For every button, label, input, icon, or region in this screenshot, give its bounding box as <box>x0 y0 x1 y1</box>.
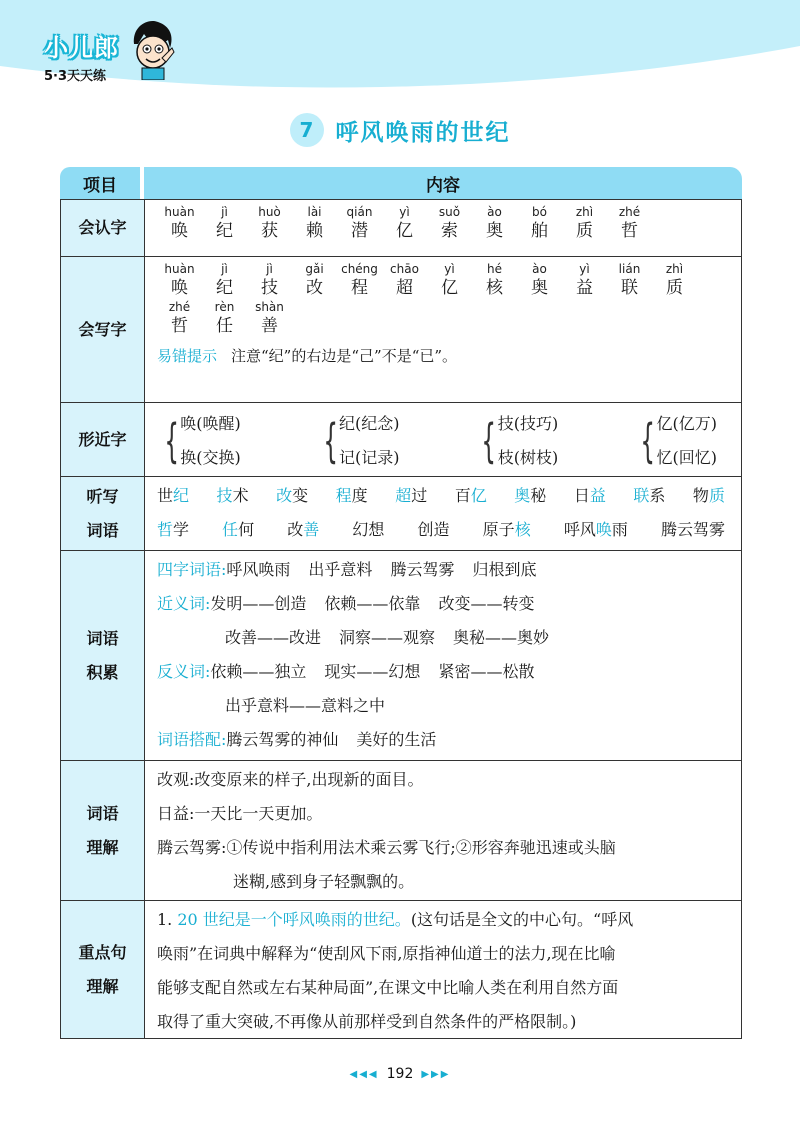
section-key: 四字词语: <box>157 560 227 579</box>
char-cell <box>472 261 517 299</box>
word-part: 学 <box>173 520 190 539</box>
similar-item: 忆(回忆) <box>656 448 717 467</box>
highlight-char: 超 <box>395 486 412 505</box>
row-label: 会认字 <box>61 200 145 256</box>
word-part: 百 <box>454 486 471 505</box>
row-label-line: 词语 <box>86 803 119 823</box>
hanzi: 纪 <box>216 278 233 298</box>
lesson-number-badge: 7 <box>290 113 324 147</box>
row-label: 会写字 <box>61 257 145 402</box>
row-label <box>61 901 145 1038</box>
row-label-line: 积累 <box>86 662 119 682</box>
char-cell <box>607 261 652 299</box>
row-zhongdian <box>60 901 742 1039</box>
header-content: 内容 <box>144 167 742 199</box>
char-cell <box>247 204 292 242</box>
page-number: 192 <box>386 1066 414 1082</box>
word-part: 世 <box>157 486 174 505</box>
brand-logo <box>44 28 119 84</box>
page-footer <box>0 1066 800 1082</box>
hanzi: 哲 <box>171 316 188 336</box>
pinyin: lián <box>618 262 641 276</box>
highlight-char: 改 <box>276 486 293 505</box>
highlight-char: 哲 <box>157 520 174 539</box>
brace-icon: { <box>640 414 656 468</box>
similar-group <box>474 407 558 475</box>
char-cell <box>247 299 292 337</box>
hanzi: 潜 <box>351 221 368 241</box>
hanzi: 善 <box>261 316 278 336</box>
char-cell <box>202 204 247 242</box>
word-pair: 出乎意料——意料之中 <box>225 696 386 715</box>
word-pair: 奥秘——奥妙 <box>453 628 550 647</box>
char-cell <box>157 299 202 337</box>
pinyin: yì <box>579 262 590 276</box>
hanzi: 获 <box>261 221 278 241</box>
dictation-line <box>157 479 731 513</box>
hanzi: 亿 <box>441 278 458 298</box>
row-huixiezi <box>60 257 742 403</box>
dictation-word <box>336 479 368 513</box>
pinyin: huàn <box>164 205 195 219</box>
highlight-char: 益 <box>589 486 606 505</box>
hanzi: 质 <box>576 221 593 241</box>
hanzi: 奥 <box>486 221 503 241</box>
similar-item: 记(记录) <box>339 448 400 467</box>
pinyin: gǎi <box>305 262 324 276</box>
write-chars <box>157 261 731 337</box>
similar-group <box>633 407 717 475</box>
char-cell <box>157 261 202 299</box>
word-part: 改 <box>287 520 304 539</box>
row-content <box>145 257 741 402</box>
hanzi: 联 <box>621 278 638 298</box>
word-part: 何 <box>238 520 255 539</box>
left-arrows-icon: ◀◀◀ <box>349 1068 379 1080</box>
row-content <box>145 200 741 256</box>
highlight-char: 联 <box>633 486 650 505</box>
similar-group <box>157 407 241 475</box>
pinyin: shàn <box>255 300 284 314</box>
word-part: 物 <box>692 486 709 505</box>
dictation-word <box>514 479 546 513</box>
word-pair: 紧密——松散 <box>438 662 535 681</box>
pinyin: huàn <box>164 262 195 276</box>
dictation-word <box>483 513 531 547</box>
char-cell <box>292 204 337 242</box>
row-content <box>145 551 741 760</box>
error-tip <box>157 345 731 366</box>
row-label-line: 词语 <box>86 520 119 540</box>
hanzi: 改 <box>306 278 323 298</box>
pinyin: yì <box>444 262 455 276</box>
highlight-char: 唤 <box>595 520 612 539</box>
logo-sub-text: 5·3天天练 <box>44 69 107 84</box>
brace-icon: { <box>323 414 338 468</box>
table-header <box>60 167 742 199</box>
pinyin: suǒ <box>438 205 461 219</box>
word-pair: 现实——幻想 <box>324 662 421 681</box>
key-sentence: 20 世纪是一个呼风唤雨的世纪。 <box>177 910 411 929</box>
mascot-boy-icon <box>128 18 176 84</box>
word-pair: 洞察——观察 <box>339 628 436 647</box>
word: 归根到底 <box>472 560 537 579</box>
row-huirenzi <box>60 199 742 257</box>
dictation-word <box>157 513 189 547</box>
hanzi: 唤 <box>171 278 188 298</box>
word-part: 原子 <box>482 520 515 539</box>
similar-item: 唤(唤醒) <box>180 414 241 433</box>
hanzi: 超 <box>396 278 413 298</box>
key-sentence-line <box>157 903 731 937</box>
char-cell <box>157 204 202 242</box>
definition: 腾云驾雾:①传说中指利用法术乘云雾飞行;②形容奔驰迅速或头脑 <box>157 838 616 857</box>
hanzi: 程 <box>351 278 368 298</box>
collocations <box>157 723 731 757</box>
dictation-word <box>352 513 384 547</box>
dictation-word <box>418 513 450 547</box>
four-char-words <box>157 553 731 587</box>
word-part: 幻想 <box>352 520 385 539</box>
similar-item: 换(交换) <box>180 448 241 467</box>
word-pair: 发明——创造 <box>210 594 307 613</box>
word-part: 过 <box>411 486 428 505</box>
char-cell <box>337 204 382 242</box>
pinyin: jì <box>221 262 228 276</box>
pinyin: lài <box>307 205 322 219</box>
row-label <box>61 761 145 900</box>
dictation-word <box>693 479 725 513</box>
explanation: (这句话是全文的中心句。“呼风 <box>410 910 634 929</box>
antonyms-cont <box>157 689 731 723</box>
row-tingxie <box>60 477 742 551</box>
word-part: 术 <box>232 486 249 505</box>
word: 呼风唤雨 <box>226 560 291 579</box>
hanzi: 质 <box>666 278 683 298</box>
banner-wave <box>0 0 800 92</box>
section-key: 词语搭配: <box>157 730 227 749</box>
pinyin: zhì <box>575 205 594 219</box>
dictation-word <box>564 513 628 547</box>
dictation-word <box>633 479 665 513</box>
word-pair: 依赖——独立 <box>210 662 307 681</box>
explanation: 取得了重大突破,不再像从前那样受到自然条件的严格限制。) <box>157 1012 577 1031</box>
similar-group <box>316 407 400 475</box>
word: 腾云驾雾 <box>390 560 455 579</box>
row-jilei <box>60 551 742 761</box>
char-cell <box>517 204 562 242</box>
char-cell <box>247 261 292 299</box>
row-label-line: 理解 <box>86 976 119 996</box>
dictation-word <box>217 479 249 513</box>
item-number: 1. <box>157 910 173 929</box>
row-label <box>61 477 145 550</box>
hanzi: 纪 <box>216 221 233 241</box>
highlight-char: 技 <box>216 486 233 505</box>
char-cell <box>292 261 337 299</box>
row-xingjinzi <box>60 403 742 477</box>
highlight-char: 奥 <box>514 486 531 505</box>
word-part: 度 <box>351 486 368 505</box>
dictation-word <box>287 513 319 547</box>
word-part: 腾云驾雾 <box>660 520 725 539</box>
pinyin: huò <box>258 205 281 219</box>
highlight-char: 程 <box>335 486 352 505</box>
char-cell <box>382 261 427 299</box>
row-label-line: 词语 <box>86 628 119 648</box>
char-cell <box>427 261 472 299</box>
definition: 改观:改变原来的样子,出现新的面目。 <box>157 770 424 789</box>
right-arrows-icon: ▶▶▶ <box>421 1068 451 1080</box>
hanzi: 舶 <box>531 221 548 241</box>
hanzi: 核 <box>486 278 503 298</box>
section-key: 近义词: <box>157 594 211 613</box>
row-lijie <box>60 761 742 901</box>
word: 出乎意料 <box>308 560 373 579</box>
hanzi: 技 <box>261 278 278 298</box>
highlight-char: 核 <box>514 520 531 539</box>
word-part: 日 <box>573 486 590 505</box>
word-part: 呼风 <box>563 520 596 539</box>
pinyin: chéng <box>341 262 378 276</box>
word-part: 变 <box>292 486 309 505</box>
dictation-word <box>395 479 427 513</box>
section-key: 反义词: <box>157 662 211 681</box>
word-pair: 改善——改进 <box>225 628 322 647</box>
tip-text: 注意“纪”的右边是“己”不是“已”。 <box>231 347 458 365</box>
hanzi: 赖 <box>306 221 323 241</box>
pinyin: zhì <box>665 262 684 276</box>
word-part: 雨 <box>611 520 628 539</box>
word: 美好的生活 <box>356 730 437 749</box>
lesson-title: 呼风唤雨的世纪 <box>335 119 511 146</box>
highlight-char: 质 <box>708 486 725 505</box>
antonyms <box>157 655 731 689</box>
synonyms-cont <box>157 621 731 655</box>
dictation-word <box>661 513 725 547</box>
brace-icon: { <box>481 414 497 468</box>
lesson-heading <box>0 113 800 147</box>
hanzi: 索 <box>441 221 458 241</box>
pinyin: bó <box>532 205 547 219</box>
char-cell <box>472 204 517 242</box>
similar-item: 亿(亿万) <box>656 414 717 433</box>
hanzi: 益 <box>576 278 593 298</box>
highlight-char: 亿 <box>470 486 487 505</box>
char-cell <box>337 261 382 299</box>
highlight-char: 善 <box>303 520 320 539</box>
similar-item: 枝(树枝) <box>497 448 559 467</box>
dictation-word <box>276 479 308 513</box>
row-label-line: 理解 <box>86 837 119 857</box>
dictation-word <box>157 479 189 513</box>
explanation: 唤雨”在词典中解释为“使刮风下雨,原指神仙道士的法力,现在比喻 <box>157 944 616 963</box>
pinyin: zhé <box>618 205 641 219</box>
char-cell <box>202 299 247 337</box>
lesson-table <box>60 167 742 1039</box>
row-content <box>145 761 741 900</box>
pinyin: ào <box>487 205 502 219</box>
similar-item: 纪(纪念) <box>339 414 400 433</box>
header-item: 项目 <box>60 167 140 199</box>
word-part: 创造 <box>417 520 450 539</box>
char-cell <box>382 204 427 242</box>
dictation-word <box>455 479 487 513</box>
row-content <box>145 403 741 476</box>
char-cell <box>202 261 247 299</box>
pinyin: rèn <box>214 300 235 314</box>
dictation-word <box>574 479 606 513</box>
pinyin: chāo <box>390 262 419 276</box>
pinyin: hé <box>487 262 502 276</box>
row-content <box>145 477 741 550</box>
row-label: 形近字 <box>61 403 145 476</box>
row-label <box>61 551 145 760</box>
char-cell <box>562 261 607 299</box>
row-content <box>145 901 741 1038</box>
definition: 日益:一天比一天更加。 <box>157 804 323 823</box>
word-part: 系 <box>649 486 666 505</box>
dictation-line <box>157 513 731 547</box>
hanzi: 哲 <box>621 221 638 241</box>
word-part: 秘 <box>530 486 547 505</box>
row-label-line: 听写 <box>86 486 119 506</box>
hanzi: 奥 <box>531 278 548 298</box>
char-cell <box>562 204 607 242</box>
highlight-char: 任 <box>222 520 239 539</box>
tip-label: 易错提示 <box>157 347 218 365</box>
pinyin: zhé <box>168 300 191 314</box>
definition-cont: 迷糊,感到身子轻飘飘的。 <box>233 872 415 891</box>
word: 腾云驾雾的神仙 <box>226 730 339 749</box>
pinyin: ào <box>532 262 547 276</box>
pinyin: jì <box>221 205 228 219</box>
pinyin: qián <box>346 205 373 219</box>
brace-icon: { <box>164 414 179 468</box>
char-cell <box>517 261 562 299</box>
hanzi: 亿 <box>396 221 413 241</box>
word-pair: 依赖——依靠 <box>324 594 421 613</box>
row-label-line: 重点句 <box>78 942 127 962</box>
recognize-chars <box>157 204 731 242</box>
hanzi: 任 <box>216 316 233 336</box>
pinyin: yì <box>399 205 410 219</box>
logo-main-text: 小儿郎 <box>44 34 119 62</box>
highlight-char: 纪 <box>173 486 190 505</box>
top-banner <box>0 0 800 92</box>
explanation: 能够支配自然或左右某种局面”,在课文中比喻人类在利用自然方面 <box>157 978 619 997</box>
hanzi: 唤 <box>171 221 188 241</box>
char-cell <box>652 261 697 299</box>
char-cell <box>607 204 652 242</box>
dictation-word <box>222 513 254 547</box>
similar-char-groups <box>157 403 731 475</box>
word-pair: 改变——转变 <box>438 594 535 613</box>
pinyin: jì <box>266 262 273 276</box>
synonyms <box>157 587 731 621</box>
similar-item: 技(技巧) <box>497 414 559 433</box>
char-cell <box>427 204 472 242</box>
